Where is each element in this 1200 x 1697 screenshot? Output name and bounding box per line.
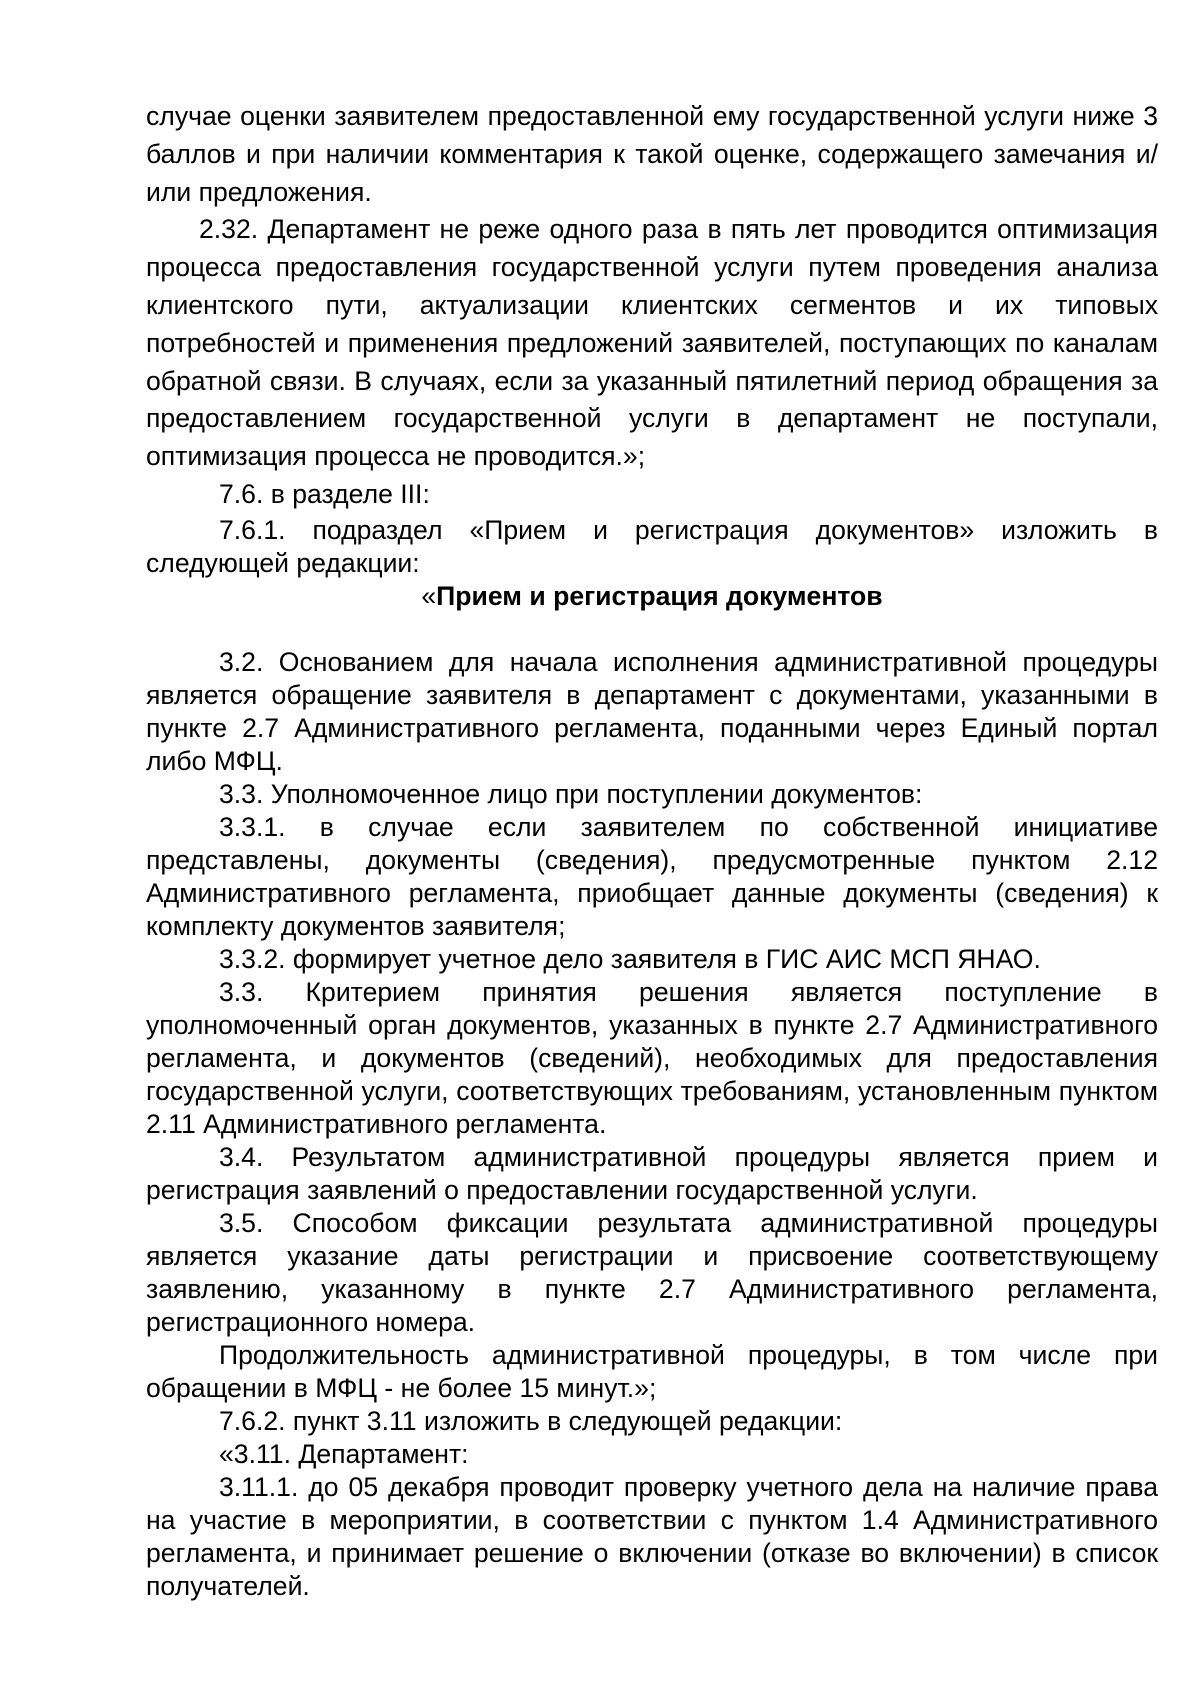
paragraph-3-5: 3.5. Способом фиксации результата административной процедуры является указание даты регистрации и присвоение соответствующему заявлению, указанному в пункте 2.7 Административного регламента, регистрационного номера. [146,1207,1158,1337]
paragraph-7-6-2: 7.6.2. пункт 3.11 изложить в следующей редакции: [219,1405,843,1436]
paragraph-3-4: 3.4. Результатом административной процедуры является прием и регистрация заявлений о предоставлении государственной услуги. [146,1141,1158,1205]
paragraph-3-3-2: 3.3.2. формирует учетное дело заявителя в ГИС АИС МСП ЯНАО. [219,943,1041,974]
paragraph-7-6: 7.6. в разделе III: [219,478,430,509]
section-block [146,514,1158,1603]
paragraph-3-2: 3.2. Основанием для начала исполнения административной процедуры является обращение заявителя в департамент с документами, указанными в пункте 2.7 Административного регламента, поданными через Единый портал либо МФЦ. [146,646,1158,776]
heading-title: Прием и регистрация документов [436,580,883,611]
paragraph-7-6-1: 7.6.1. подраздел «Прием и регистрация документов» изложить в следующей редакции: [146,514,1158,578]
paragraph-3-3-criteria: 3.3. Критерием принятия решения является поступление в уполномоченный орган документов, указанных в пункте 2.7 Административного регламента, и документов (сведений), необходимых для предоставления государственной услуги, соответствующих требованиям, установленным пунктом 2.11 Административного регламента. [146,976,1158,1139]
paragraph-duration: Продолжительность административной процедуры, в том числе при обращении в МФЦ - не более 15 минут.»; [146,1339,1158,1403]
paragraph-3-3-1: 3.3.1. в случае если заявителем по собственной инициативе представлены, документы (сведения), предусмотренные пунктом 2.12 Административного регламента, приобщает данные документы (сведения) к комплекту документов заявителя; [146,811,1158,941]
section-heading [146,580,1158,613]
paragraph-3-3: 3.3. Уполномоченное лицо при поступлении документов: [219,778,923,809]
heading-quote: « [421,580,437,611]
paragraph-3-11-1: 3.11.1. до 05 декабря проводит проверку учетного дела на наличие права на участие в мероприятии, в соответствии с пунктом 1.4 Административного регламента, и принимает решение о включении (отказе во включении) в список получателей. [146,1471,1158,1601]
document-page [146,98,1158,1603]
paragraph-continuation: случае оценки заявителем предоставленной ему государственной услуги ниже 3 баллов и при наличии комментария к такой оценке, содержащего замечания и/или предложения. [146,101,1158,207]
paragraph-3-11: «3.11. Департамент: [219,1438,469,1469]
paragraph-2-32: 2.32. Департамент не реже одного раза в пять лет проводится оптимизация процесса предоставления государственной услуги путем проведения анализа клиентского пути, актуализации клиентских сегментов и их типовых потребностей и применения предложений заявителей, поступающих по каналам обратной связи. В случаях, если за указанный пятилетний период обращения за предоставлением государственной услуги в департамент не поступали, оптимизация процесса не проводится.»; [146,214,1158,472]
